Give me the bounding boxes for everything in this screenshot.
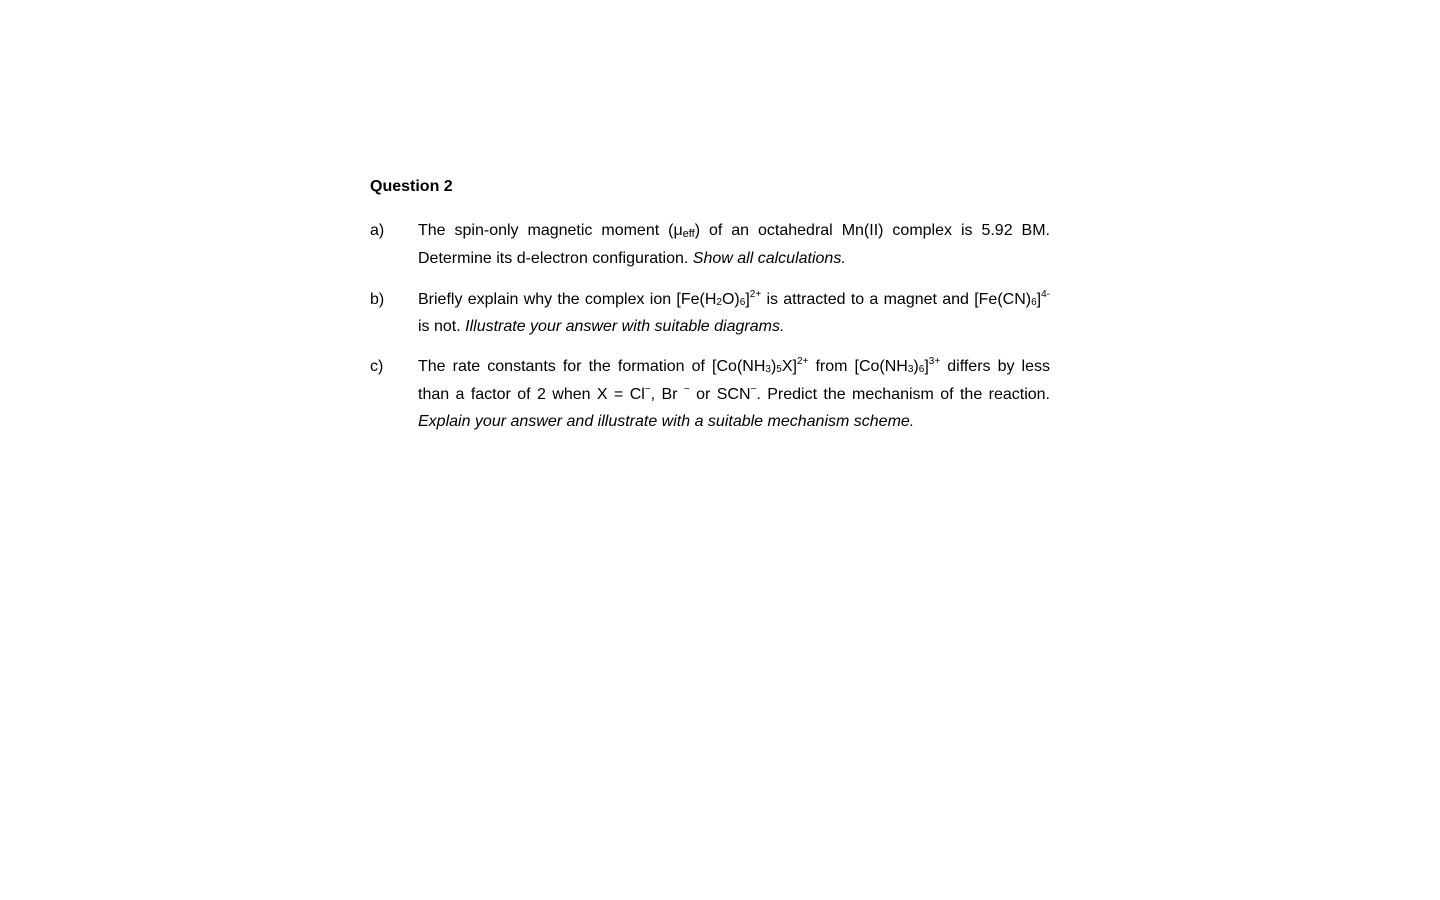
subscript: 3 (907, 364, 914, 375)
part-text-b (418, 286, 1050, 340)
text-segment: ) (770, 358, 777, 375)
superscript: 4- (1041, 289, 1051, 300)
document-page (370, 176, 1050, 449)
question-part-a (370, 217, 1050, 273)
subscript: 6 (1031, 297, 1037, 308)
text-segment: ] (924, 358, 929, 375)
text-segment: is attracted to a magnet and [Fe(CN) (761, 291, 1032, 308)
superscript: 2+ (796, 356, 809, 367)
subscript: 6 (739, 297, 746, 308)
text-segment: Briefly explain why the complex ion [Fe(H (418, 291, 717, 308)
subscript: 6 (918, 364, 925, 375)
text-segment: from [Co(NH (808, 358, 908, 375)
part-label-b: b) (370, 291, 385, 308)
text-segment: ) (913, 358, 919, 375)
part-label-a: a) (370, 222, 385, 239)
text-segment: is not. (418, 318, 466, 335)
text-segment: The rate constants for the formation of [Co(NH (418, 358, 766, 375)
text-segment: X] (781, 358, 797, 375)
mu-symbol: μ (673, 222, 683, 239)
text-segment: . Predict the mechanism of the reaction. (756, 385, 1050, 403)
subscript: 5 (776, 364, 782, 375)
superscript: 3+ (928, 356, 941, 367)
question-part-c (370, 353, 1050, 436)
text-segment: ) of an octahedral Mn(II) complex is 5.92 BM. Determine its d-electron configuration. (418, 222, 1050, 267)
emphasis-text: Illustrate your answer with suitable diagrams. (465, 318, 785, 335)
text-segment: ] (1036, 291, 1042, 308)
part-text-a (418, 217, 1050, 273)
text-segment: differs by less than a factor of 2 when X = Cl (418, 358, 1051, 403)
question-title: Question 2 (370, 178, 453, 195)
question-part-b (370, 286, 1050, 340)
text-segment: The spin-only magnetic moment ( (418, 222, 674, 239)
part-label-c: c) (370, 358, 384, 375)
subscript: 2 (716, 297, 722, 308)
text-segment: ] (745, 291, 750, 308)
text-segment: , Br (650, 385, 684, 403)
mu-subscript: eff (682, 228, 695, 240)
subscript: 3 (765, 364, 771, 375)
superscript: − (683, 383, 690, 395)
superscript: − (750, 383, 757, 395)
emphasis-text: Explain your answer and illustrate with a suitable mechanism scheme. (418, 413, 915, 430)
text-segment: O) (721, 291, 740, 308)
part-text-c (418, 353, 1050, 436)
superscript: 2+ (749, 289, 762, 300)
text-segment: or SCN (689, 385, 751, 403)
superscript: − (644, 383, 651, 395)
emphasis-text: Show all calculations. (692, 250, 846, 267)
